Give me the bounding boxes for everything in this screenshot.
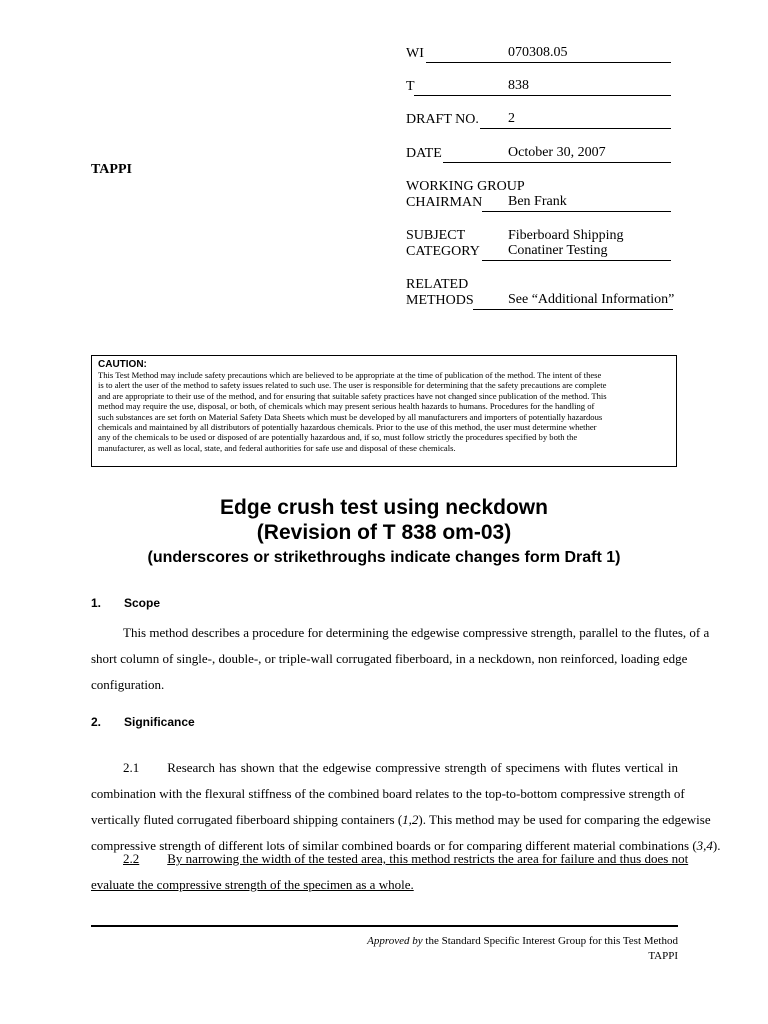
subject-value-1: Fiberboard Shipping	[508, 228, 624, 243]
date-value: October 30, 2007	[508, 145, 606, 160]
caution-line: such substances are set forth on Material Safety Data Sheets which must be developed by all manufacturers and importers of potentially hazardous	[98, 411, 603, 422]
caution-title: CAUTION:	[98, 359, 147, 370]
caution-line: is to alert the user of the method to safety issues related to such use. The user is responsible for determining that the safety precautions are complete	[98, 380, 607, 391]
draft-label: DRAFT NO.	[406, 112, 479, 127]
document-note: (underscores or strikethroughs indicate changes form Draft 1)	[147, 549, 621, 566]
footer-approved: Approved by the Standard Specific Interest Group for this Test Method	[367, 935, 678, 947]
para-2-1-line: vertically fluted corrugated fiberboard shipping containers (1,2). This method may be used for comparing the edgewise	[91, 812, 711, 827]
caution-line: manufacturer, as well as local, state, and federal authorities for safe use and disposal of these chemicals.	[98, 442, 456, 453]
wi-field	[426, 46, 671, 63]
significance-heading: Significance	[124, 715, 195, 729]
para-2-1-number: 2.1	[123, 760, 140, 775]
scope-paragraph	[91, 620, 710, 698]
caution-line: method may require the use, disposal, or both, of chemicals which may present serious health hazards to humans. Procedures for the handling of	[98, 401, 595, 412]
scope-line: configuration.	[91, 677, 165, 692]
para-2-2-line: 2.2 By narrowing the width of the tested area, this method restricts the area for failure and thus does not	[123, 851, 689, 866]
para-2-1-line: 2.1 Research has shown that the edgewise compressive strength of specimens with flutes vertical in	[123, 760, 678, 775]
paragraph-2-2	[91, 846, 689, 898]
t-label: T	[406, 79, 415, 94]
document-subtitle: (Revision of T 838 om-03)	[256, 521, 512, 544]
footer-org: TAPPI	[648, 950, 678, 962]
caution-body	[98, 370, 670, 453]
draft-value: 2	[508, 111, 515, 126]
caution-line: any of the chemicals to be used or disposed of are potentially hazardous and, if so, must follow strictly the procedures specified by both the	[98, 432, 578, 443]
subject-value-2: Conatiner Testing	[508, 243, 608, 258]
related-label: RELATED	[406, 277, 469, 292]
caution-line: chemicals and maintained by all distributors of potentially hazardous chemicals. Prior to the use of this method, the user must determine whether	[98, 422, 597, 433]
chairman-label: CHAIRMAN	[406, 195, 483, 210]
caution-box	[91, 355, 677, 467]
wi-value: 070308.05	[508, 45, 568, 60]
methods-label: METHODS	[406, 293, 474, 308]
scope-line: This method describes a procedure for determining the edgewise compressive strength, parallel to the flutes, of a	[123, 625, 710, 640]
org-name: TAPPI	[91, 162, 132, 177]
document-title: Edge crush test using neckdown	[220, 496, 548, 519]
category-label: CATEGORY	[406, 244, 480, 259]
working-group-label: WORKING GROUP	[406, 179, 525, 194]
scope-number: 1.	[91, 596, 102, 610]
caution-line: and are appropriate to their use of the method, and for ensuring that suitable safety practices have not changed since publication of the method. This	[98, 390, 607, 401]
para-2-1-line: compressive strength of different lots of similar combined boards or for comparing different material combinations (3,4).	[91, 838, 721, 853]
category-field	[482, 244, 671, 261]
wi-label: WI	[406, 46, 424, 61]
subject-label: SUBJECT	[406, 228, 466, 243]
caution-line: This Test Method may include safety precautions which are believed to be appropriate at the time of publication of the method. The intent of these	[98, 370, 602, 380]
para-2-2-line: evaluate the compressive strength of the specimen as a whole.	[91, 877, 414, 892]
t-field	[414, 79, 671, 96]
para-2-1-line: combination with the flexural stiffness of the combined board relates to the top-to-bottom compressive strength of	[91, 786, 685, 801]
scope-heading: Scope	[124, 596, 161, 610]
chairman-value: Ben Frank	[508, 194, 567, 209]
footer-rule	[91, 925, 678, 927]
methods-field	[473, 293, 673, 310]
related-value: See “Additional Information”	[508, 292, 675, 307]
chairman-field	[482, 195, 671, 212]
date-label: DATE	[406, 146, 442, 161]
paragraph-2-1	[91, 755, 721, 859]
draft-field	[480, 112, 671, 129]
t-value: 838	[508, 78, 529, 93]
significance-number: 2.	[91, 715, 102, 729]
para-2-2-number: 2.2	[123, 851, 140, 866]
date-field	[443, 146, 671, 163]
scope-line: short column of single-, double-, or triple-wall corrugated fiberboard, in a neckdown, non reinforced, loading edge	[91, 651, 688, 666]
